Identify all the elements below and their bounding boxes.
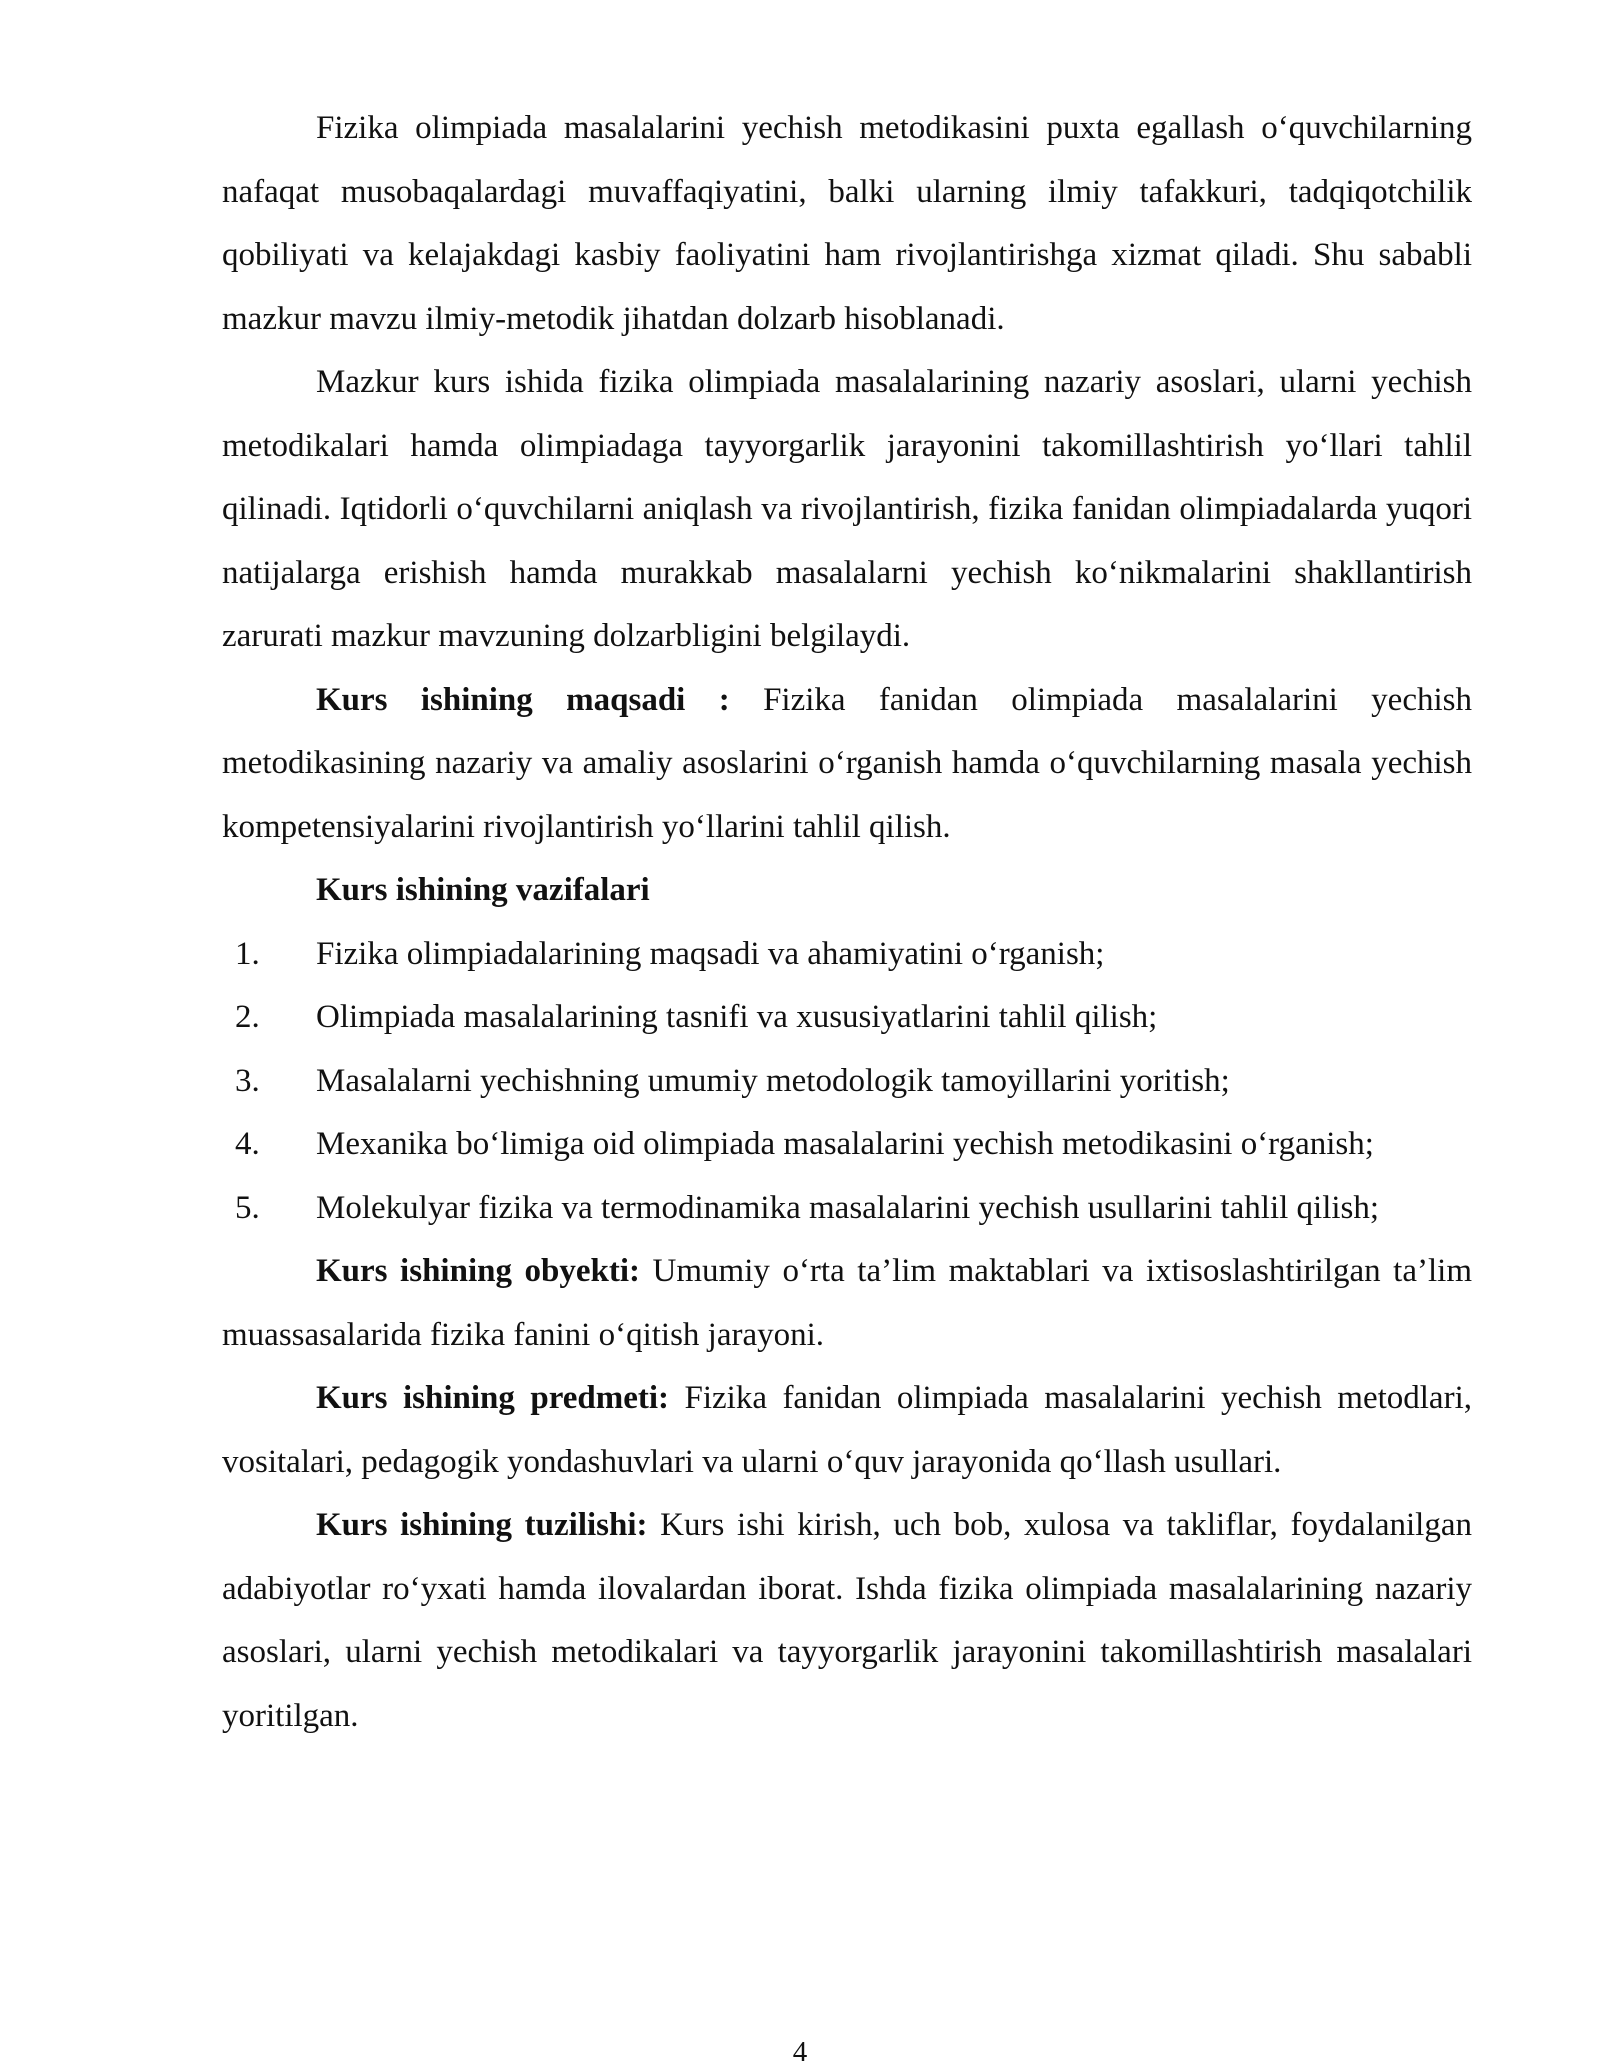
list-item-number: 2. [235,999,260,1035]
list-item-text: Olimpiada masalalarining tasnifi va xususiyatlarini tahlil qilish; [316,999,1158,1035]
object-label: Kurs ishining obyekti: [316,1253,641,1289]
paragraph-subject [222,1367,1472,1494]
document-page [222,97,1472,1748]
subject-label: Kurs ishining predmeti: [316,1380,670,1416]
list-item [222,1113,1472,1177]
tasks-list [222,923,1472,1241]
object-text: Umumiy o‘rta ta’lim maktablari va ixtisoslashtirilgan ta’lim muassasalarida fizika fanini o‘qitish jarayoni. [222,1253,1472,1353]
page-number: 4 [792,2036,808,2068]
list-item [222,1177,1472,1241]
list-item [222,923,1472,987]
structure-label: Kurs ishining tuzilishi: [316,1507,648,1543]
list-item-text: Molekulyar fizika va termodinamika masalalarini yechish usullarini tahlil qilish; [316,1189,1380,1226]
goal-label: Kurs ishining maqsadi : [316,681,730,718]
list-item-text: Fizika olimpiadalarining maqsadi va ahamiyatini o‘rganish; [316,935,1105,972]
goal-text: Fizika fanidan olimpiada masalalarini yechish metodikasining nazariy va amaliy asoslarini o‘rganish hamda o‘quvchilarning masala yechish kompetensiyalarini rivojlantirish yo‘llarini tahlil qilish. [222,681,1472,845]
paragraph-structure [222,1494,1472,1748]
subject-text: Fizika fanidan olimpiada masalalarini yechish metodlari, vositalari, pedagogik yondashuvlari va ularni o‘quv jarayonida qo‘llash usullari. [222,1380,1472,1480]
paragraph-intro: Fizika olimpiada masalalarini yechish metodikasini puxta egallash o‘quvchilarning nafaqat musobaqalardagi muvaffaqiyatini, balki ularning ilmiy tafakkuri, tadqiqotchilik qobiliyati va kelajakdagi kasbiy faoliyatini ham rivojlantirishga xizmat qiladi. Shu sababli mazkur mavzu ilmiy-metodik jihatdan dolzarb hisoblanadi. [222,110,1472,337]
structure-text: Kurs ishi kirish, uch bob, xulosa va takliflar, foydalanilgan adabiyotlar ro‘yxati hamda ilovalardan iborat. Ishda fizika olimpiada masalalarining nazariy asoslari, ularni yechish metodikalari va tayyorgarlik jarayonini takomillashtirish masalalari yoritilgan. [222,1507,1472,1734]
paragraph-course-overview: Mazkur kurs ishida fizika olimpiada masalalarining nazariy asoslari, ularni yechish metodikalari hamda olimpiadaga tayyorgarlik jarayonini takomillashtirish yo‘llari tahlil qilinadi. Iqtidorli o‘quvchilarni aniqlash va rivojlantirish, fizika fanidan olimpiadalarda yuqori natijalarga erishish hamda murakkab masalalarni yechish ko‘nikmalarini shakllantirish zarurati mazkur mavzuning dolzarbligini belgilaydi. [222,364,1472,654]
list-item-number: 4. [235,1126,260,1162]
list-item-text: Masalalarni yechishning umumiy metodologik tamoyillarini yoritish; [316,1062,1230,1099]
tasks-heading: Kurs ishining vazifalari [316,872,650,908]
list-item [222,986,1472,1050]
list-item-number: 1. [235,935,260,972]
paragraph-goal [222,669,1472,860]
list-item-number: 5. [235,1189,260,1226]
list-item [222,1050,1472,1114]
paragraph-object [222,1240,1472,1367]
list-item-text: Mexanika bo‘limiga oid olimpiada masalalarini yechish metodikasini o‘rganish; [316,1126,1374,1162]
list-item-number: 3. [235,1062,260,1099]
